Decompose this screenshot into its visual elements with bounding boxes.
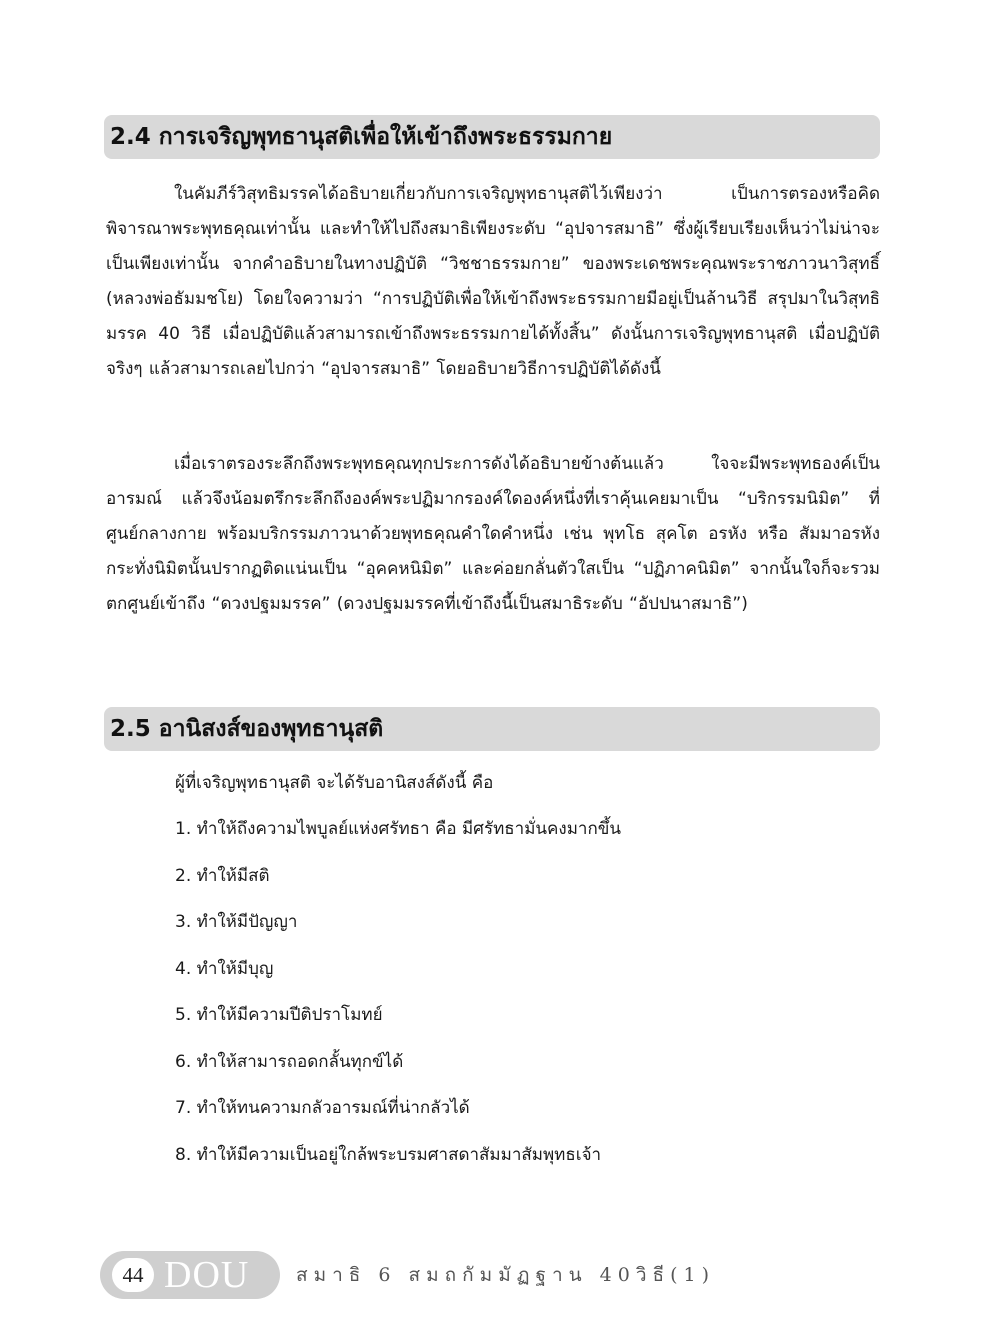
list-item: 7. ทำให้ทนความกลัวอารมณ์ที่น่ากลัวได้ xyxy=(175,1098,470,1118)
section-title-2-4: 2.4 การเจริญพุทธานุสติเพื่อให้เข้าถึงพระธรรมกาย xyxy=(110,124,613,150)
list-item: 8. ทำให้มีความเป็นอยู่ใกล้พระบรมศาสดาสัมมาสัมพุทธเจ้า xyxy=(175,1144,602,1165)
page-footer xyxy=(100,1250,715,1300)
list-item: 1. ทำให้ถึงความไพบูลย์แห่งศรัทธา คือ มีศรัทธามั่นคงมากขึ้น xyxy=(175,819,622,839)
course-title: สมาธิ 6 สมถกัมมัฏฐาน 40วิธี(1) xyxy=(296,1264,716,1286)
list-item: 3. ทำให้มีปัญญา xyxy=(175,912,298,932)
section-header-2-5 xyxy=(104,707,880,751)
section-header-2-4 xyxy=(104,115,880,159)
paragraph-1: ในคัมภีร์วิสุทธิมรรคได้อธิบายเกี่ยวกับการเจริญพุทธานุสติไว้เพียงว่า เป็นการตรองหรือคิดพิจารณาพระพุทธคุณเท่านั้น และทำให้ไปถึงสมาธิเพียงระดับ “อุปจารสมาธิ” ซึ่งผู้เรียบเรียงเห็นว่าไม่น่าจะเป็นเพียงเท่านั้น จากคำอธิบายในทางปฏิบัติ “วิชชาธรรมกาย” ของพระเดชพระคุณพระราชภาวนาวิสุทธิ์ (หลวงพ่อธัมมชโย) โดยใจความว่า “การปฏิบัติเพื่อให้เข้าถึงพระธรรมกายมีอยู่เป็นล้านวิธี สรุปมาในวิสุทธิมรรค 40 วิธี เมื่อปฏิบัติแล้วสามารถเข้าถึงพระธรรมกายได้ทั้งสิ้น” ดังนั้นการเจริญพุทธานุสติ เมื่อปฏิบัติจริงๆ แล้วสามารถเลยไปกว่า “อุปจารสมาธิ” โดยอธิบายวิธีการปฏิบัติได้ดังนี้ xyxy=(106,184,880,379)
list-item: 6. ทำให้สามารถอดกลั้นทุกข์ได้ xyxy=(175,1051,404,1072)
list-item: 4. ทำให้มีบุญ xyxy=(175,958,274,979)
footer-badge xyxy=(100,1251,280,1299)
paragraph-2: เมื่อเราตรองระลึกถึงพระพุทธคุณทุกประการดังได้อธิบายข้างต้นแล้ว ใจจะมีพระพุทธองค์เป็นอารมณ์ แล้วจึงน้อมตรึกระลึกถึงองค์พระปฏิมากรองค์ใดองค์หนึ่งที่เราคุ้นเคยมาเป็น “บริกรรมนิมิต” ที่ศูนย์กลางกาย พร้อมบริกรรมภาวนาด้วยพุทธคุณคำใดคำหนึ่ง เช่น พุทโธ สุคโต อรหัง หรือ สัมมาอรหัง กระทั่งนิมิตนั้นปรากฏติดแน่นเป็น “อุคคหนิมิต” และค่อยกลั่นตัวใสเป็น “ปฏิภาคนิมิต” จากนั้นใจก็จะรวมตกศูนย์เข้าถึง “ดวงปฐมมรรค” (ดวงปฐมมรรคที่เข้าถึงนี้เป็นสมาธิระดับ “อัปปนาสมาธิ”) xyxy=(106,454,880,614)
dou-logo: DOU xyxy=(164,1254,250,1296)
page-number: 44 xyxy=(112,1258,154,1292)
list-item: 2. ทำให้มีสติ xyxy=(175,865,270,886)
benefits-intro: ผู้ที่เจริญพุทธานุสติ จะได้รับอานิสงส์ดังนี้ คือ xyxy=(175,773,494,793)
list-item: 5. ทำให้มีความปีติปราโมทย์ xyxy=(175,1005,383,1025)
benefits-list xyxy=(175,812,621,1184)
section-title-2-5: 2.5 อานิสงส์ของพุทธานุสติ xyxy=(110,716,384,742)
